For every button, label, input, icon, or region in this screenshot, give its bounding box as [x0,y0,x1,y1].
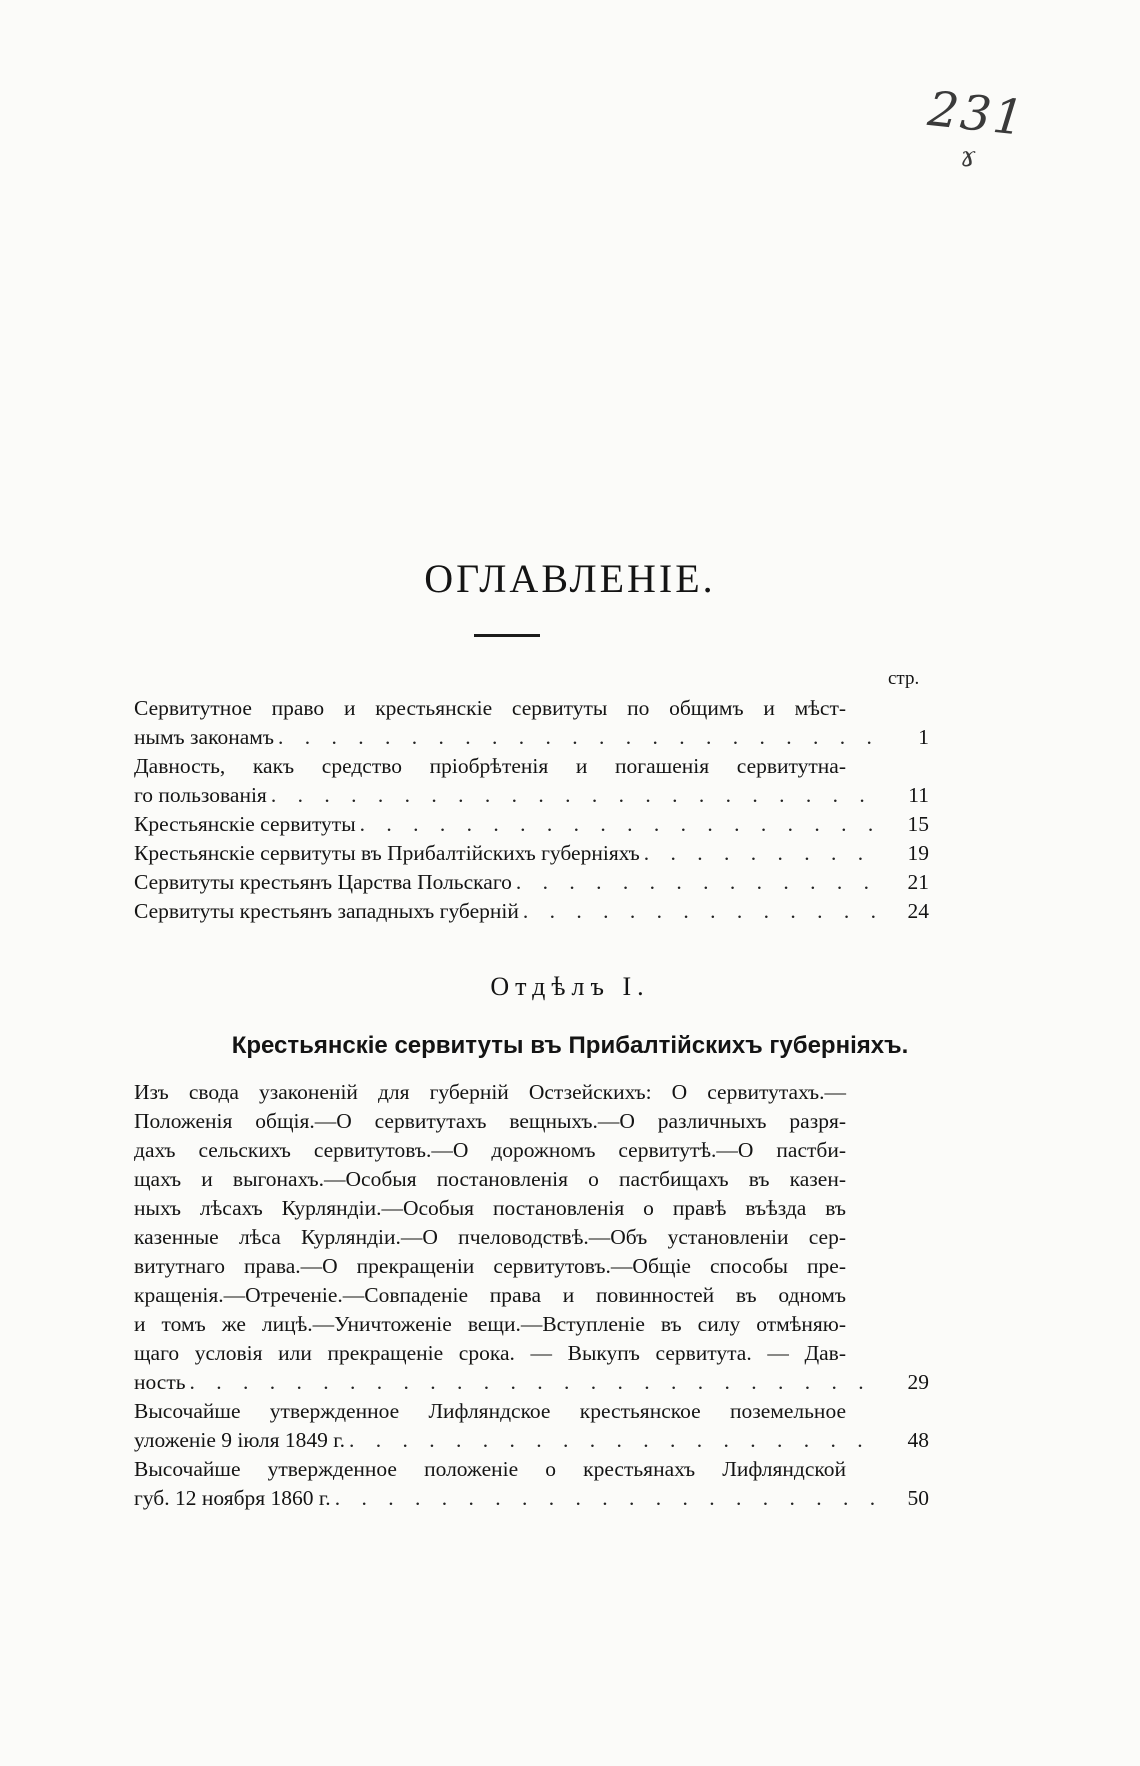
toc-entry-text: щаго условія или прекращеніе срока. — Выкупъ сервитута. — Дав- [134,1341,846,1365]
toc-page-number: 1 [918,725,929,749]
toc-entry-text: уложеніе 9 іюля 1849 г. [134,1428,346,1452]
toc-line [134,1252,929,1281]
toc-entry-text: кращенія.—Отреченіе.—Совпаденіе права и повинностей въ одномъ [134,1283,846,1307]
toc-line [134,1136,929,1165]
section-heading: Отдѣлъ I. [490,972,650,1001]
toc-entry-text: Сервитуты крестьянъ Царства Польскаго [134,870,512,894]
section-subheading: Крестьянскіе сервитуты въ Прибалтійскихъ губерніяхъ. [231,1032,909,1059]
toc-entry-text: Изъ свода узаконеній для губерній Остзейскихъ: О сервитутахъ.— [134,1080,846,1104]
leader-dots [644,839,883,868]
toc-line [134,897,929,926]
toc-entry-text: Высочайше утвержденное положеніе о крестьянахъ Лифляндской [134,1457,846,1481]
handwritten-shelfmark: 231 [925,81,1029,147]
toc-page-number: 21 [907,870,929,894]
toc-page-number: 19 [907,841,929,865]
toc-line [134,839,929,868]
toc-line [134,868,929,897]
toc-entry-text: Сервитутное право и крестьянскіе сервитуты по общимъ и мѣст- [134,696,846,720]
toc-entry-text: нымъ законамъ [134,725,274,749]
toc-entry-text: ныхъ лѣсахъ Курляндіи.—Особыя постановленія о правѣ въѣзда въ [134,1196,846,1220]
page-title: ОГЛАВЛЕНІЕ. [424,556,716,601]
toc-line [134,1484,929,1513]
toc-intro [134,694,929,926]
handwritten-shelfmark-sub: ɤ [960,140,976,173]
toc-line [134,1426,929,1455]
toc-entry-text: Высочайше утвержденное Лифляндское крестьянское поземельное [134,1399,846,1423]
toc-entry-text: Положенія общія.—О сервитутахъ вещныхъ.—О различныхъ разря- [134,1109,846,1133]
page-column-label: стр. [888,668,920,689]
toc-line [134,1368,929,1397]
toc-line [134,1194,929,1223]
toc-line [134,810,929,839]
toc-line [134,1397,929,1426]
toc-line [134,781,929,810]
toc-line [134,1310,929,1339]
toc-entry-text: и томъ же лицѣ.—Уничтоженіе вещи.—Вступленіе въ силу отмѣняю- [134,1312,846,1336]
toc-section [134,1078,929,1513]
toc-page-number: 11 [908,783,929,807]
toc-line [134,694,929,723]
leader-dots [190,1368,883,1397]
toc-entry-text: го пользованія [134,783,267,807]
toc-line [134,723,929,752]
leader-dots [271,781,883,810]
toc-page-number: 50 [907,1486,929,1510]
toc-page-number: 24 [907,899,929,923]
toc-entry-text: щахъ и выгонахъ.—Особыя постановленія о пастбищахъ въ казен- [134,1167,846,1191]
toc-entry-text: Сервитуты крестьянъ западныхъ губерній [134,899,519,923]
toc-entry-text: дахъ сельскихъ сервитутовъ.—О дорожномъ сервитутѣ.—О пастби- [134,1138,846,1162]
toc-entry-text: Крестьянскіе сервитуты въ Прибалтійскихъ губерніяхъ [134,841,640,865]
toc-line [134,1339,929,1368]
title-rule [474,634,540,637]
toc-entry-text: губ. 12 ноября 1860 г. [134,1486,331,1510]
leader-dots [349,1426,883,1455]
toc-line [134,1107,929,1136]
toc-line [134,752,929,781]
leader-dots [360,810,883,839]
toc-line [134,1281,929,1310]
toc-entry-text: Крестьянскіе сервитуты [134,812,356,836]
toc-page-number: 29 [907,1370,929,1394]
toc-line [134,1165,929,1194]
toc-entry-text: ность [134,1370,186,1394]
toc-entry-text: казенные лѣса Курляндіи.—О пчеловодствѣ.—Объ установленіи сер- [134,1225,846,1249]
toc-page-number: 15 [907,812,929,836]
toc-line [134,1078,929,1107]
leader-dots [335,1484,883,1513]
toc-line [134,1223,929,1252]
toc-page-number: 48 [907,1428,929,1452]
toc-line [134,1455,929,1484]
toc-entry-text: Давность, какъ средство пріобрѣтенія и погашенія сервитутна- [134,754,846,778]
leader-dots [523,897,883,926]
leader-dots [278,723,883,752]
leader-dots [516,868,883,897]
toc-entry-text: витутнаго права.—О прекращеніи сервитутовъ.—Общіе способы пре- [134,1254,846,1278]
